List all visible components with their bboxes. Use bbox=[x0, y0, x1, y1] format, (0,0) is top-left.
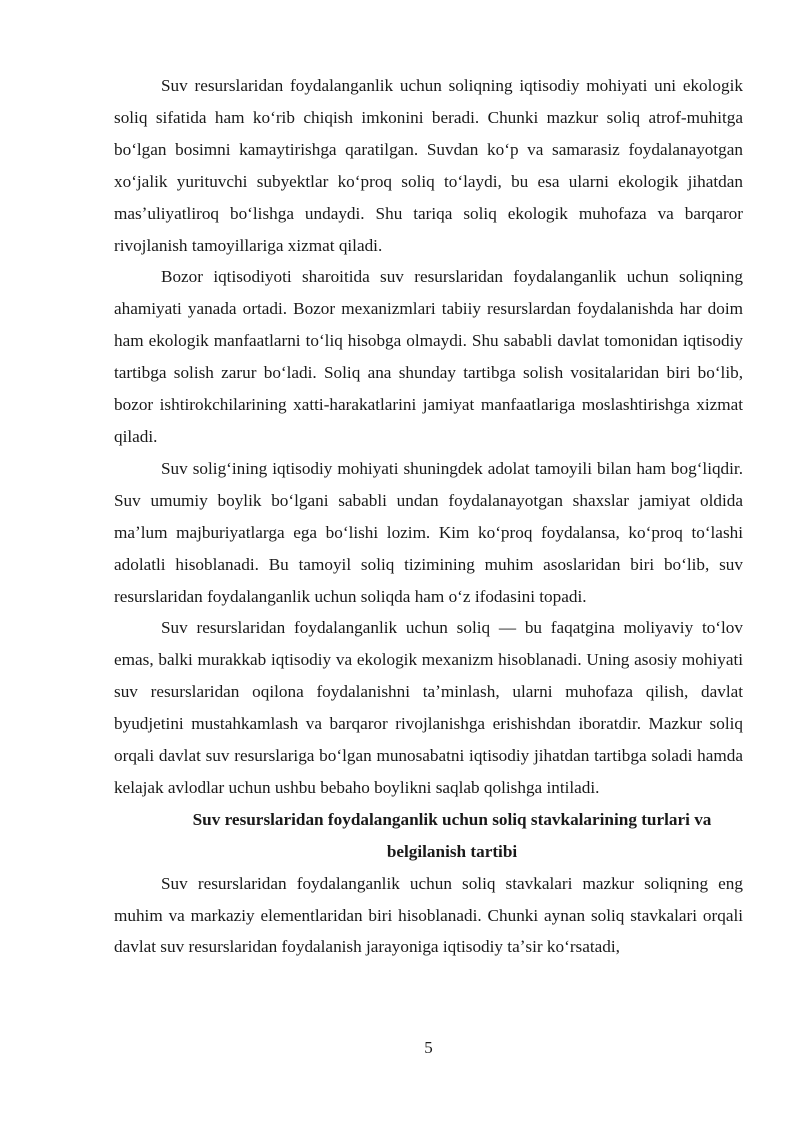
paragraph-fairness-principle: Suv soligʻining iqtisodiy mohiyati shuningdek adolat tamoyili bilan ham bogʻliqdir. Suv umumiy boylik boʻlgani sababli undan foydalanayotgan shaxslar jamiyat oldida maʼlum majburiyatlarga ega boʻlishi lozim. Kim koʻproq foydalansa, koʻproq toʻlashi adolatli hisoblanadi. Bu tamoyil soliq tizimining muhim asoslaridan biri boʻlib, suv resurslaridan foydalanganlik uchun soliqda ham oʻz ifodasini topadi. bbox=[114, 458, 743, 606]
section-heading: Suv resurslaridan foydalanganlik uchun soliq stavkalarining turlari va belgilanish tartibi bbox=[192, 809, 712, 861]
paragraph-tax-rates: Suv resurslaridan foydalanganlik uchun soliq stavkalari mazkur soliqning eng muhim va markaziy elementlaridan biri hisoblanadi. Chunki aynan soliq stavkalari orqali davlat suv resurslaridan foydalanish jarayoniga iqtisodiy taʼsir koʻrsatadi, bbox=[114, 873, 743, 957]
paragraph-ecological-tax: Suv resurslaridan foydalanganlik uchun soliqning iqtisodiy mohiyati uni ekologik soliq sifatida ham koʻrib chiqish imkonini beradi. Chunki mazkur soliq atrof-muhitga boʻlgan bosimni kamaytirishga qaratilgan. Suvdan koʻp va samarasiz foydalanayotgan xoʻjalik yurituvchi subyektlar koʻproq soliq toʻlaydi, bu esa ularni ekologik jihatdan masʼuliyatliroq boʻlishga undaydi. Shu tariqa soliq ekologik muhofaza va barqaror rivojlanish tamoyillariga xizmat qiladi. bbox=[114, 76, 743, 255]
paragraph-complex-mechanism: Suv resurslaridan foydalanganlik uchun soliq — bu faqatgina moliyaviy toʻlov emas, balki murakkab iqtisodiy va ekologik mexanizm hisoblanadi. Uning asosiy mohiyati suv resurslaridan oqilona foydalanishni taʼminlash, ularni muhofaza qilish, davlat byudjetini mustahkamlash va barqaror rivojlanishga erishishdan iboratdir. Mazkur soliq orqali davlat suv resurslariga boʻlgan munosabatni iqtisodiy jihatdan tartibga soladi hamda kelajak avlodlar uchun ushbu bebaho boylikni saqlab qolishga intiladi. bbox=[114, 618, 743, 797]
paragraph-market-economy: Bozor iqtisodiyoti sharoitida suv resurslaridan foydalanganlik uchun soliqning ahamiyati yanada ortadi. Bozor mexanizmlari tabiiy resurslardan foydalanishda har doim ham ekologik manfaatlarni toʻliq hisobga olmaydi. Shu sababli davlat tomonidan iqtisodiy tartibga solish zarur boʻladi. Soliq ana shunday tartibga solish vositalaridan biri boʻlib, bozor ishtirokchilarining xatti-harakatlarini jamiyat manfaatlariga moslashtirishga xizmat qiladi. bbox=[114, 267, 743, 446]
page-number: 5 bbox=[424, 1038, 433, 1057]
